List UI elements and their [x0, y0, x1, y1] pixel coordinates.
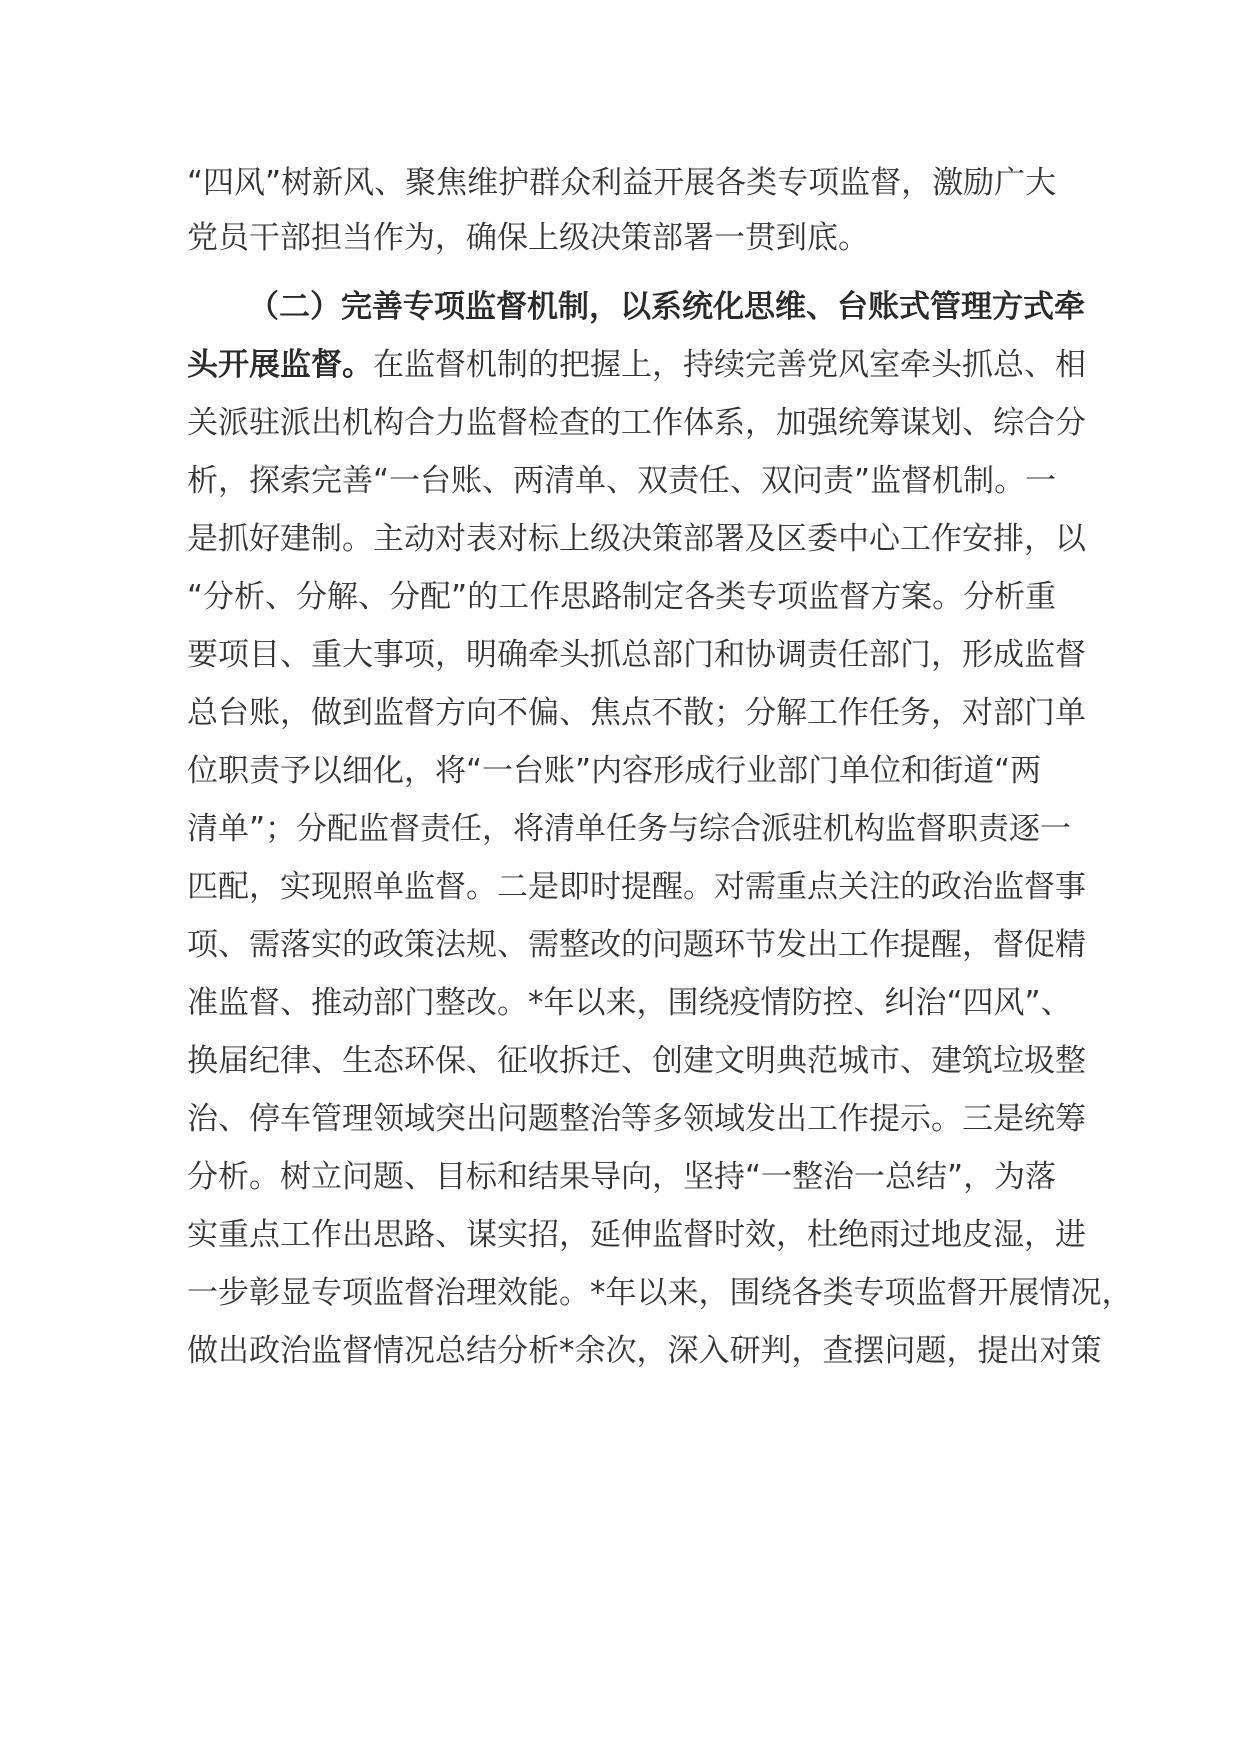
- paragraph-line: [187, 575, 1056, 619]
- line-text: 一步彰显专项监督治理效能。*年以来，围绕各类专项监督开展情况，: [187, 1275, 1133, 1311]
- line-text: 清单”；分配监督责任，将清单任务与综合派驻机构监督职责逐一: [187, 811, 1072, 847]
- line-text: 总台账，做到监督方向不偏、焦点不散；分解工作任务，对部门单: [187, 695, 1086, 731]
- line-text: 项、需落实的政策法规、需整改的问题环节发出工作提醒，督促精: [187, 927, 1086, 963]
- line-text: 要项目、重大事项，明确牵头抓总部门和协调责任部门，形成监督: [187, 637, 1086, 673]
- paragraph-line: [187, 161, 1056, 205]
- line-text: 做出政治监督情况总结分析*余次，深入研判，查摆问题，提出对策: [187, 1333, 1102, 1369]
- paragraph-line: [187, 216, 869, 260]
- paragraph-line: [187, 923, 1086, 967]
- paragraph-line: [187, 401, 1086, 445]
- section-heading-line: [248, 285, 1085, 329]
- paragraph-line: [187, 1329, 1102, 1373]
- line-text: 分析。树立问题、目标和结果导向，坚持“一整治一总结”，为落: [187, 1159, 1057, 1195]
- paragraph-line: [187, 1155, 1056, 1199]
- line-text: 实重点工作出思路、谋实招，延伸监督时效，杜绝雨过地皮湿，进: [187, 1217, 1086, 1253]
- paragraph-line: [187, 1097, 1086, 1141]
- paragraph-line: [187, 633, 1086, 677]
- line-text: 治、停车管理领域突出问题整治等多领域发出工作提示。三是统筹: [187, 1101, 1086, 1137]
- paragraph-line: [187, 459, 1056, 503]
- line-text: “四风”树新风、聚焦维护群众利益开展各类专项监督，激励广大: [187, 165, 1057, 201]
- paragraph-line: [187, 1213, 1086, 1257]
- line-text: 党员干部担当作为，确保上级决策部署一贯到底。: [187, 220, 869, 256]
- paragraph-line: [187, 343, 1086, 387]
- line-text: “分析、分解、分配”的工作思路制定各类专项监督方案。分析重: [187, 579, 1057, 615]
- line-text: 是抓好建制。主动对表对标上级决策部署及区委中心工作安排，以: [187, 521, 1086, 557]
- line-text: 匹配，实现照单监督。二是即时提醒。对需重点关注的政治监督事: [187, 869, 1086, 905]
- line-text: 在监督机制的把握上，持续完善党风室牵头抓总、相: [373, 347, 1086, 383]
- section-heading: （二）完善专项监督机制，以系统化思维、台账式管理方式牵: [248, 289, 1085, 325]
- line-text: 换届纪律、生态环保、征收拆迁、创建文明典范城市、建筑垃圾整: [187, 1043, 1086, 1079]
- line-text: 析，探索完善“一台账、两清单、双责任、双问责”监督机制。一: [187, 463, 1057, 499]
- paragraph-line: [187, 517, 1086, 561]
- line-text: 准监督、推动部门整改。*年以来，围绕疫情防控、纠治“四风”、: [187, 985, 1072, 1021]
- line-text: 位职责予以细化，将“一台账”内容形成行业部门单位和街道“两: [187, 753, 1042, 789]
- paragraph-line: [187, 981, 1072, 1025]
- line-text: 关派驻派出机构合力监督检查的工作体系，加强统筹谋划、综合分: [187, 405, 1086, 441]
- paragraph-line: [187, 807, 1071, 851]
- paragraph-line: [187, 865, 1086, 909]
- paragraph-line: [187, 749, 1041, 793]
- paragraph-line: [187, 1271, 1133, 1315]
- paragraph-line: [187, 691, 1086, 735]
- section-heading: 头开展监督。: [187, 347, 373, 383]
- paragraph-line: [187, 1039, 1086, 1083]
